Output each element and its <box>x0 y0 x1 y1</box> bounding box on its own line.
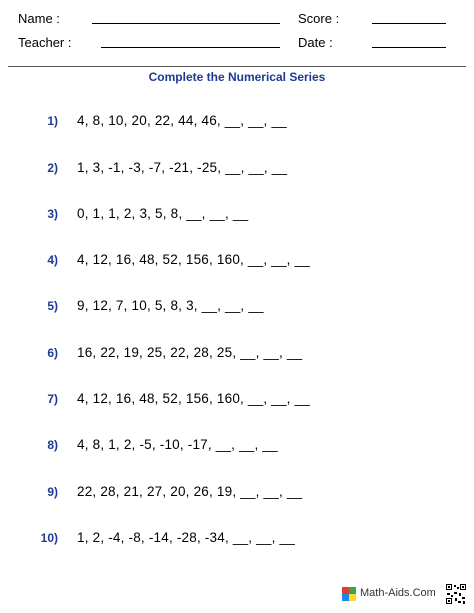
teacher-label: Teacher : <box>18 35 72 50</box>
qr-code-icon <box>445 583 467 605</box>
problem-number: 7) <box>47 392 58 406</box>
problem-sequence: 4, 12, 16, 48, 52, 156, 160, __, __, __ <box>77 391 310 406</box>
problem-item <box>0 391 474 409</box>
date-field[interactable] <box>372 47 446 48</box>
problem-number: 1) <box>47 114 58 128</box>
problem-number: 3) <box>47 207 58 221</box>
problem-item <box>0 298 474 316</box>
problem-number: 4) <box>47 253 58 267</box>
header-divider <box>8 66 466 67</box>
problem-sequence: 1, 3, -1, -3, -7, -21, -25, __, __, __ <box>77 160 288 175</box>
name-field[interactable] <box>92 23 280 24</box>
problem-item <box>0 206 474 224</box>
problem-item <box>0 252 474 270</box>
problem-sequence: 1, 2, -4, -8, -14, -28, -34, __, __, __ <box>77 530 295 545</box>
problem-sequence: 9, 12, 7, 10, 5, 8, 3, __, __, __ <box>77 298 264 313</box>
teacher-field[interactable] <box>101 47 280 48</box>
problem-item <box>0 345 474 363</box>
problem-sequence: 22, 28, 21, 27, 20, 26, 19, __, __, __ <box>77 484 303 499</box>
problem-number: 9) <box>47 485 58 499</box>
problem-number: 2) <box>47 161 58 175</box>
problem-number: 6) <box>47 346 58 360</box>
problem-item <box>0 437 474 455</box>
logo-square-icon <box>342 594 349 601</box>
problem-number: 5) <box>47 299 58 313</box>
score-label: Score : <box>298 11 340 26</box>
math-aids-logo-icon <box>342 587 356 601</box>
date-label: Date : <box>298 35 333 50</box>
problem-item <box>0 113 474 131</box>
problem-sequence: 16, 22, 19, 25, 22, 28, 25, __, __, __ <box>77 345 303 360</box>
logo-text: Math-Aids.Com <box>360 587 436 599</box>
problem-number: 10) <box>40 531 58 545</box>
problem-sequence: 4, 8, 1, 2, -5, -10, -17, __, __, __ <box>77 437 278 452</box>
problem-item <box>0 530 474 548</box>
problem-sequence: 0, 1, 1, 2, 3, 5, 8, __, __, __ <box>77 206 249 221</box>
name-label: Name : <box>18 11 60 26</box>
logo-square-icon <box>342 587 349 594</box>
problem-number: 8) <box>47 438 58 452</box>
problem-sequence: 4, 12, 16, 48, 52, 156, 160, __, __, __ <box>77 252 310 267</box>
score-field[interactable] <box>372 23 446 24</box>
math-aids-logo[interactable] <box>342 585 438 605</box>
logo-square-icon <box>349 594 356 601</box>
problem-item <box>0 160 474 178</box>
worksheet-title: Complete the Numerical Series <box>148 70 326 84</box>
problem-item <box>0 484 474 502</box>
logo-square-icon <box>349 587 356 594</box>
problem-sequence: 4, 8, 10, 20, 22, 44, 46, __, __, __ <box>77 113 287 128</box>
